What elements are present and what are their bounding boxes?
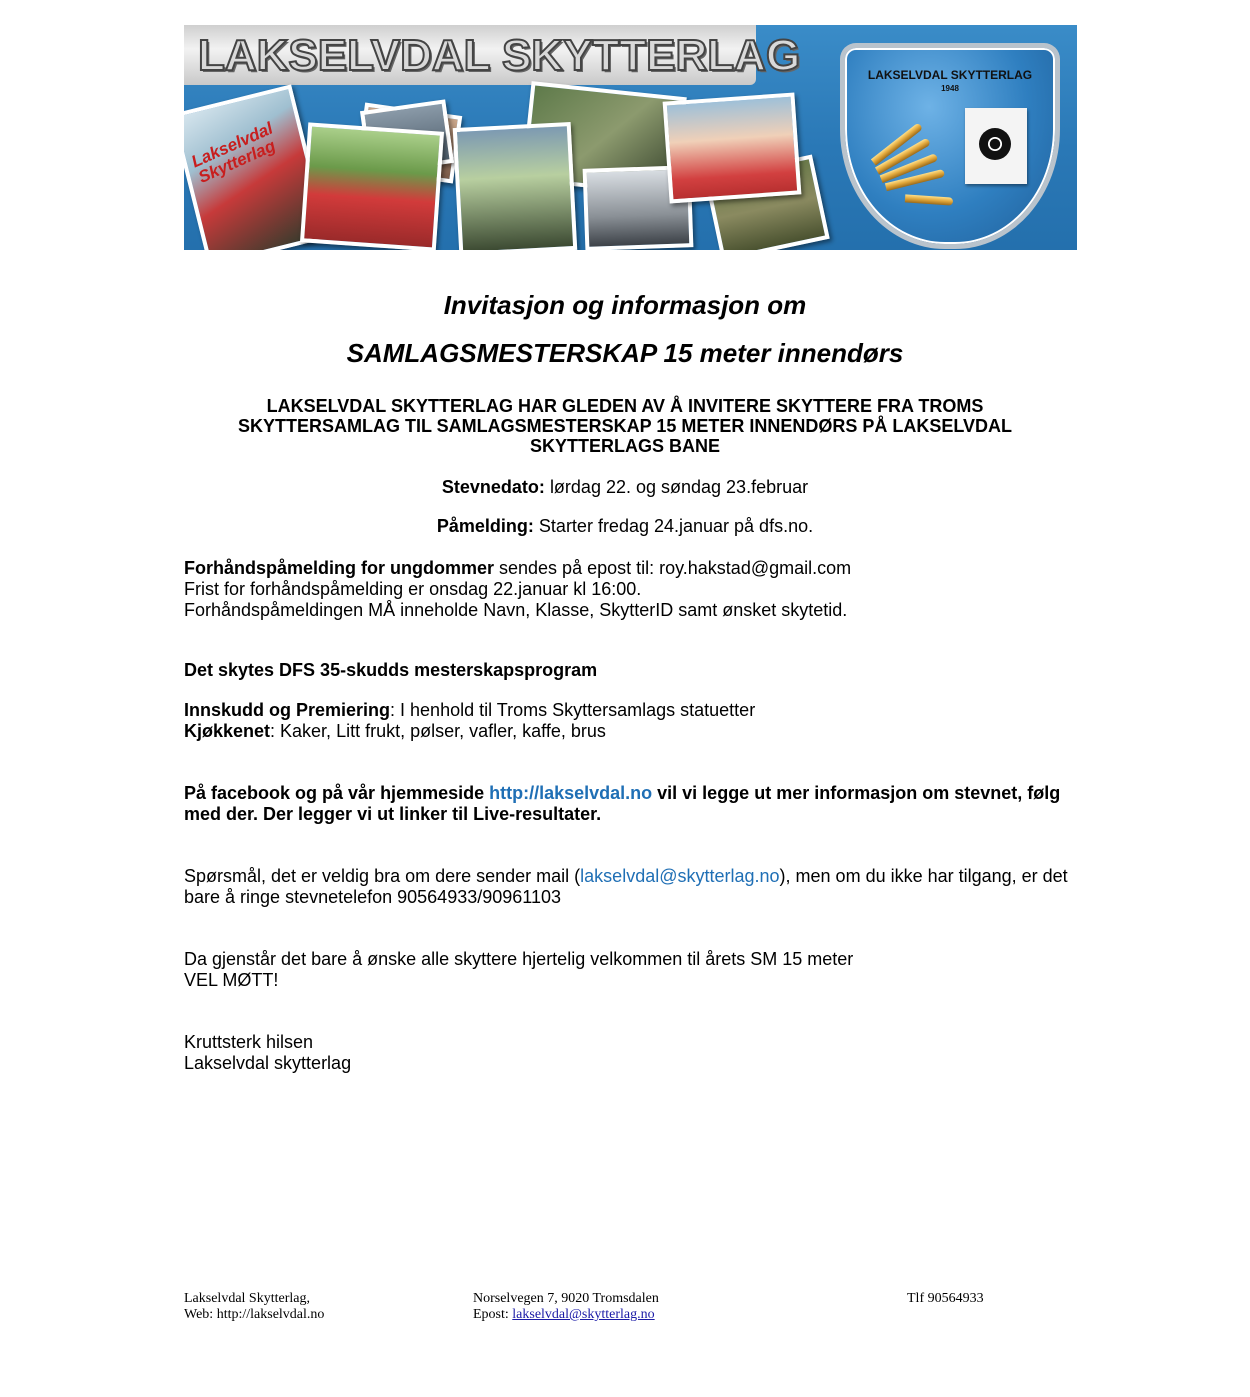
pre-registration-section [184, 558, 1074, 621]
footer-address: Norselvegen 7, 9020 Tromsdalen [473, 1291, 659, 1306]
event-date-value: lørdag 22. og søndag 23.februar [549, 477, 809, 497]
pre-registration-text: sendes på epost til: roy.hakstad@gmail.com [494, 558, 852, 578]
signature-name: Lakselvdal skytterlag [184, 1053, 352, 1073]
pre-registration-label: Forhåndspåmelding for ungdommer [184, 558, 495, 578]
target-icon [965, 108, 1027, 184]
photo-supporters [663, 93, 802, 204]
prizes-value: : I henhold til Troms Skyttersamlags statuetter [390, 700, 756, 720]
registration-line [0, 516, 1250, 537]
prizes-label: Innskudd og Premiering [184, 700, 391, 720]
footer-phone-number: Tlf 90564933 [907, 1291, 984, 1306]
questions-text-after: ), men om du ikke har tilgang, er det bare å ringe stevnetelefon 90564933/90961103 [184, 866, 1068, 907]
prizes-kitchen-section [184, 700, 1074, 742]
pre-registration-content: Forhåndspåmeldingen MÅ inneholde Navn, Klasse, SkytterID samt ønsket skytetid. [184, 600, 848, 620]
questions-section [184, 866, 1074, 908]
signature-greeting: Kruttsterk hilsen [184, 1032, 314, 1052]
facebook-section [184, 783, 1074, 825]
footer-email-label: Epost: [473, 1307, 513, 1322]
banner-title-plate [184, 25, 801, 85]
homepage-link[interactable]: http://lakselvdal.no [489, 783, 653, 803]
event-date-label: Stevnedato: [441, 477, 545, 497]
club-crest-logo [840, 43, 1060, 249]
footer-web: Web: http://lakselvdal.no [184, 1307, 325, 1322]
pre-registration-deadline: Frist for forhåndspåmelding er onsdag 22.januar kl 16:00. [184, 579, 642, 599]
target-bullseye [979, 128, 1011, 160]
crest-year: 1948 [941, 84, 959, 93]
closing-vel-mott: VEL MØTT! [184, 970, 279, 990]
program-line [184, 660, 1074, 681]
footer-org [184, 1291, 324, 1323]
registration-value: Starter fredag 24.januar på dfs.no. [538, 516, 814, 536]
page-title: Invitasjon og informasjon om [443, 290, 807, 320]
page-subtitle: SAMLAGSMESTERSKAP 15 meter innendørs [346, 338, 904, 368]
crest-label: LAKSELVDAL SKYTTERLAG [867, 68, 1033, 82]
photo-shooter-portrait [453, 122, 578, 250]
email-link[interactable]: lakselvdal@skytterlag.no [580, 866, 780, 886]
banner-title: LAKSELVDAL SKYTTERLAG [198, 31, 801, 80]
closing-welcome: Da gjenstår det bare å ønske alle skyttere hjertelig velkommen til årets SM 15 meter [184, 949, 854, 969]
invitation-text: LAKSELVDAL SKYTTERLAG HAR GLEDEN AV Å INVITERE SKYTTERE FRA TROMS SKYTTERSAMLAG TIL SAMLAGSMESTERSKAP 15 METER INNENDØRS PÅ LAKSELVDAL SKYTTERLAGS BANE [237, 396, 1013, 456]
footer-email-link[interactable]: lakselvdal@skytterlag.no [512, 1307, 655, 1322]
closing-section [184, 949, 1074, 991]
registration-label: Påmelding: [436, 516, 534, 536]
signature-section [184, 1032, 1074, 1074]
bullet-icon [905, 194, 953, 205]
program-text: Det skytes DFS 35-skudds mesterskapsprogram [184, 660, 598, 680]
event-date-line [0, 477, 1250, 498]
kitchen-label: Kjøkkenet [184, 721, 271, 741]
facebook-text-before: På facebook og på vår hjemmeside [184, 783, 490, 803]
questions-text-before: Spørsmål, det er veldig bra om dere sender mail ( [184, 866, 581, 886]
footer-phone [907, 1291, 984, 1307]
facebook-text-after: vil vi legge ut mer informasjon om stevnet, følg med der. Der legger vi ut linker til Live-resultater. [184, 783, 1061, 824]
photo-flag-text: Lakselvdal Skytterlag [188, 118, 279, 187]
footer-contact [473, 1291, 659, 1323]
header-banner [184, 25, 1077, 250]
photo-team-group [300, 122, 444, 250]
kitchen-value: : Kaker, Litt frukt, pølser, vafler, kaffe, brus [270, 721, 606, 741]
footer-org-name: Lakselvdal Skytterlag, [184, 1291, 310, 1306]
